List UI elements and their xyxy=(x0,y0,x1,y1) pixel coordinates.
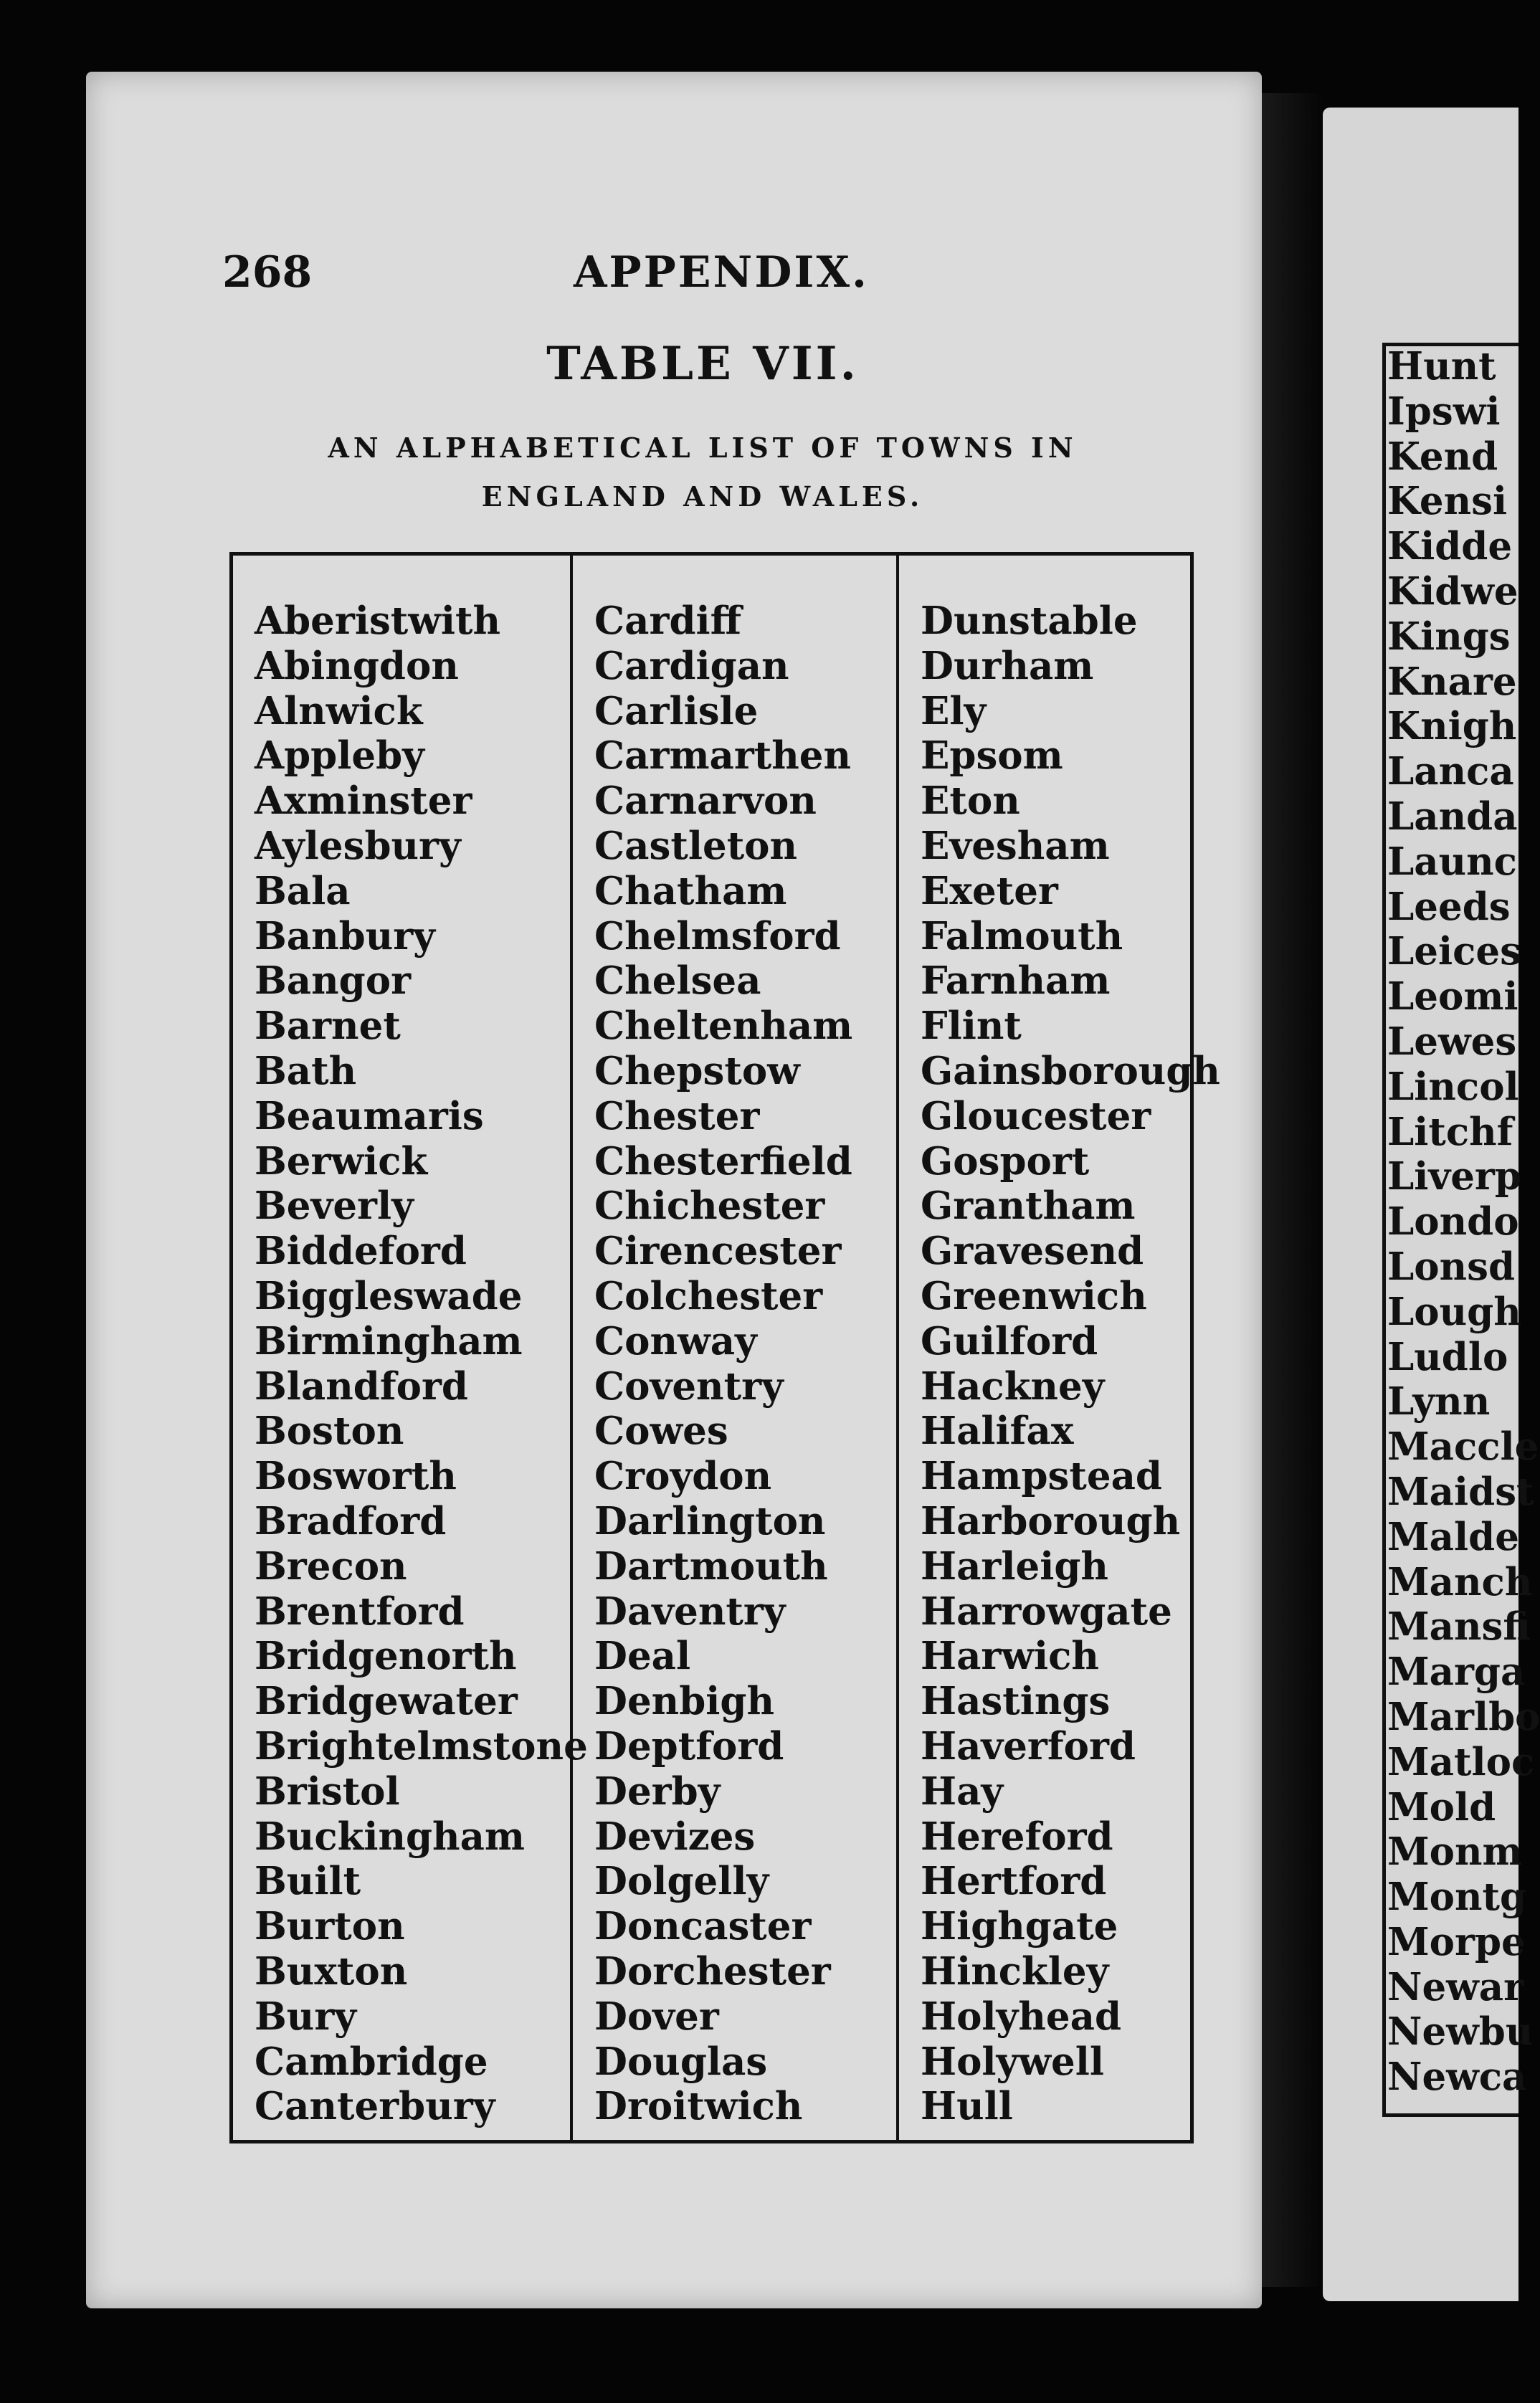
facing-town-entry: Manch xyxy=(1387,1559,1533,1604)
facing-town-entry: Londo xyxy=(1387,1199,1519,1245)
town-entry: Cambridge xyxy=(255,2039,488,2084)
facing-town-entry: Lanca xyxy=(1387,749,1514,794)
town-entry: Dartmouth xyxy=(594,1543,828,1589)
town-entry: Brecon xyxy=(255,1543,407,1589)
facing-town-entry: Newca xyxy=(1387,2055,1527,2100)
town-entry: Greenwich xyxy=(921,1273,1147,1318)
facing-town-entry: Malde xyxy=(1387,1514,1519,1559)
town-entry: Chelsea xyxy=(594,958,761,1004)
facing-town-entry: Morpe xyxy=(1387,1919,1526,1964)
town-entry: Chelmsford xyxy=(594,913,841,958)
town-entry: Bala xyxy=(255,868,351,913)
town-entry: Buxton xyxy=(255,1948,408,1994)
town-entry: Deptford xyxy=(594,1723,784,1769)
facing-town-entry: Matloc xyxy=(1387,1739,1535,1784)
town-entry: Cheltenham xyxy=(594,1004,853,1049)
town-entry: Bradford xyxy=(255,1498,447,1543)
facing-table-left-border xyxy=(1382,344,1386,2115)
town-entry: Axminster xyxy=(255,779,472,824)
town-entry: Deal xyxy=(594,1634,691,1679)
town-entry: Hastings xyxy=(921,1679,1111,1724)
town-entry: Hull xyxy=(921,2084,1013,2129)
facing-town-entry: Ludlo xyxy=(1387,1334,1508,1379)
facing-town-entry: Landa xyxy=(1387,794,1518,839)
town-entry: Coventry xyxy=(594,1364,784,1409)
facing-town-entry: Kidwe xyxy=(1387,568,1518,614)
facing-town-entry: Mold xyxy=(1387,1784,1496,1829)
town-entry: Bristol xyxy=(255,1769,400,1814)
facing-town-entry: Hunt xyxy=(1387,344,1496,389)
town-entry: Appleby xyxy=(255,733,424,779)
facing-town-entry: Kend xyxy=(1387,434,1498,479)
book-gutter xyxy=(1262,93,1323,2287)
town-entry: Farnham xyxy=(921,958,1111,1004)
facing-town-entry: Ipswi xyxy=(1387,389,1501,434)
town-entry: Harrowgate xyxy=(921,1589,1172,1634)
town-entry: Biddeford xyxy=(255,1229,467,1274)
town-entry: Gosport xyxy=(921,1138,1090,1184)
town-entry: Cardiff xyxy=(594,599,742,643)
town-entry: Chepstow xyxy=(594,1048,800,1093)
town-entry: Burton xyxy=(255,1904,405,1949)
town-entry: Hay xyxy=(921,1769,1004,1814)
table-title: TABLE VII. xyxy=(546,337,859,391)
facing-town-entry: Marga xyxy=(1387,1650,1526,1695)
town-entry: Aberistwith xyxy=(255,599,501,643)
facing-town-entry: Lincol xyxy=(1387,1064,1519,1109)
town-entry: Derby xyxy=(594,1769,721,1814)
facing-town-entry: Newbu xyxy=(1387,2009,1534,2055)
town-entry: Darlington xyxy=(594,1498,826,1543)
facing-town-entry: Lynn xyxy=(1387,1379,1491,1424)
town-entry: Banbury xyxy=(255,913,435,958)
facing-town-entry: Litchf xyxy=(1387,1109,1513,1154)
town-entry: Evesham xyxy=(921,823,1110,868)
town-entry: Conway xyxy=(594,1318,757,1364)
facing-town-entry: Leices xyxy=(1387,929,1521,974)
town-entry: Epsom xyxy=(921,733,1063,779)
town-entry: Exeter xyxy=(921,868,1058,913)
town-entry: Doncaster xyxy=(594,1904,812,1949)
town-entry: Bridgewater xyxy=(255,1679,518,1724)
facing-town-entry: Kings xyxy=(1387,614,1511,659)
facing-town-entry: Newar xyxy=(1387,1964,1524,2009)
town-entry: Cirencester xyxy=(594,1229,842,1274)
town-entry: Hampstead xyxy=(921,1454,1162,1499)
town-entry: Ely xyxy=(921,688,987,733)
town-entry: Chester xyxy=(594,1093,760,1138)
facing-table-bottom-border xyxy=(1382,2113,1518,2117)
town-entry: Brentford xyxy=(255,1589,465,1634)
town-entry: Hackney xyxy=(921,1364,1105,1409)
town-entry: Bridgenorth xyxy=(255,1634,517,1679)
town-entry: Cardigan xyxy=(594,643,789,688)
running-head: APPENDIX. xyxy=(574,247,869,298)
town-entry: Cowes xyxy=(594,1409,728,1454)
town-entry: Colchester xyxy=(594,1273,823,1318)
town-entry: Grantham xyxy=(921,1184,1136,1229)
town-entry: Daventry xyxy=(594,1589,786,1634)
town-entry: Alnwick xyxy=(255,688,423,733)
town-entry: Douglas xyxy=(594,2039,768,2084)
facing-town-entry: Lonsd xyxy=(1387,1244,1516,1289)
facing-town-entry: Maccle xyxy=(1387,1424,1539,1470)
town-entry: Harleigh xyxy=(921,1543,1108,1589)
town-entry: Built xyxy=(255,1859,361,1904)
town-entry: Halifax xyxy=(921,1409,1074,1454)
facing-town-entry: Kensi xyxy=(1387,479,1508,524)
town-entry: Falmouth xyxy=(921,913,1123,958)
town-entry: Carlisle xyxy=(594,688,759,733)
town-entry: Hertford xyxy=(921,1859,1107,1904)
town-entry: Barnet xyxy=(255,1004,401,1049)
towns-table xyxy=(229,552,1220,2143)
town-entry: Denbigh xyxy=(594,1679,774,1724)
town-entry: Bangor xyxy=(255,958,412,1004)
town-entry: Buckingham xyxy=(255,1814,526,1859)
town-entry: Droitwich xyxy=(594,2084,803,2129)
town-entry: Beaumaris xyxy=(255,1093,484,1138)
town-entry: Canterbury xyxy=(255,2084,495,2129)
town-entry: Durham xyxy=(921,643,1094,688)
town-entry: Beverly xyxy=(255,1184,414,1229)
town-entry: Chichester xyxy=(594,1184,825,1229)
town-entry: Gravesend xyxy=(921,1229,1144,1274)
facing-town-entry: Mansfi xyxy=(1387,1604,1531,1650)
town-entry: Harborough xyxy=(921,1498,1181,1543)
table-subtitle-line2: ENGLAND AND WALES. xyxy=(481,480,924,513)
town-entry: Castleton xyxy=(594,823,798,868)
town-entry: Carmarthen xyxy=(594,733,852,779)
town-entry: Brightelmstone xyxy=(255,1723,588,1769)
facing-town-entry: Knigh xyxy=(1387,704,1517,749)
town-entry: Birmingham xyxy=(255,1318,523,1364)
town-entry: Devizes xyxy=(594,1814,756,1859)
facing-town-entry: Liverp xyxy=(1387,1154,1521,1199)
town-entry: Bosworth xyxy=(255,1454,457,1499)
town-entry: Boston xyxy=(255,1409,404,1454)
town-entry: Dolgelly xyxy=(594,1859,769,1904)
facing-town-entry: Maidst xyxy=(1387,1469,1534,1514)
facing-town-entry: Knare xyxy=(1387,659,1517,704)
town-entry: Flint xyxy=(921,1004,1022,1049)
town-entry: Gainsborough xyxy=(921,1048,1220,1093)
facing-town-entry: Lewes xyxy=(1387,1019,1517,1064)
town-entry: Blandford xyxy=(255,1364,468,1409)
towns-column-1 xyxy=(255,599,588,2140)
town-entry: Dover xyxy=(594,1994,719,2039)
town-entry: Biggleswade xyxy=(255,1273,523,1318)
page-number: 268 xyxy=(222,247,313,298)
facing-town-entry: Marlbo xyxy=(1387,1694,1540,1739)
town-entry: Harwich xyxy=(921,1634,1099,1679)
town-entry: Gloucester xyxy=(921,1093,1151,1138)
town-entry: Berwick xyxy=(255,1138,428,1184)
town-entry: Bury xyxy=(255,1994,357,2039)
towns-column-2 xyxy=(570,556,895,2140)
towns-column-3 xyxy=(896,556,1220,2140)
town-entry: Croydon xyxy=(594,1454,772,1499)
town-entry: Aylesbury xyxy=(255,823,461,868)
facing-town-entry: Monm xyxy=(1387,1829,1523,1875)
facing-town-entry: Leeds xyxy=(1387,884,1511,929)
town-entry: Bath xyxy=(255,1048,357,1093)
town-entry: Chesterfield xyxy=(594,1138,852,1184)
table-subtitle-line1: AN ALPHABETICAL LIST OF TOWNS IN xyxy=(328,432,1078,464)
town-entry: Holywell xyxy=(921,2039,1104,2084)
town-entry: Haverford xyxy=(921,1723,1136,1769)
town-entry: Abingdon xyxy=(255,643,459,688)
town-entry: Highgate xyxy=(921,1904,1118,1949)
facing-town-entry: Kidde xyxy=(1387,524,1513,569)
facing-town-entry: Leomi xyxy=(1387,974,1518,1019)
town-entry: Hinckley xyxy=(921,1948,1109,1994)
town-entry: Dunstable xyxy=(921,599,1138,643)
facing-town-entry: Launc xyxy=(1387,839,1517,884)
town-entry: Dorchester xyxy=(594,1948,831,1994)
facing-page-towns-column xyxy=(1387,344,1540,2100)
town-entry: Holyhead xyxy=(921,1994,1122,2039)
town-entry: Eton xyxy=(921,779,1020,824)
running-header xyxy=(222,247,1154,305)
facing-town-entry: Lough xyxy=(1387,1289,1521,1334)
town-entry: Carnarvon xyxy=(594,779,817,824)
town-entry: Chatham xyxy=(594,868,787,913)
town-entry: Guilford xyxy=(921,1318,1098,1364)
town-entry: Hereford xyxy=(921,1814,1113,1859)
facing-town-entry: Montg xyxy=(1387,1875,1527,1920)
